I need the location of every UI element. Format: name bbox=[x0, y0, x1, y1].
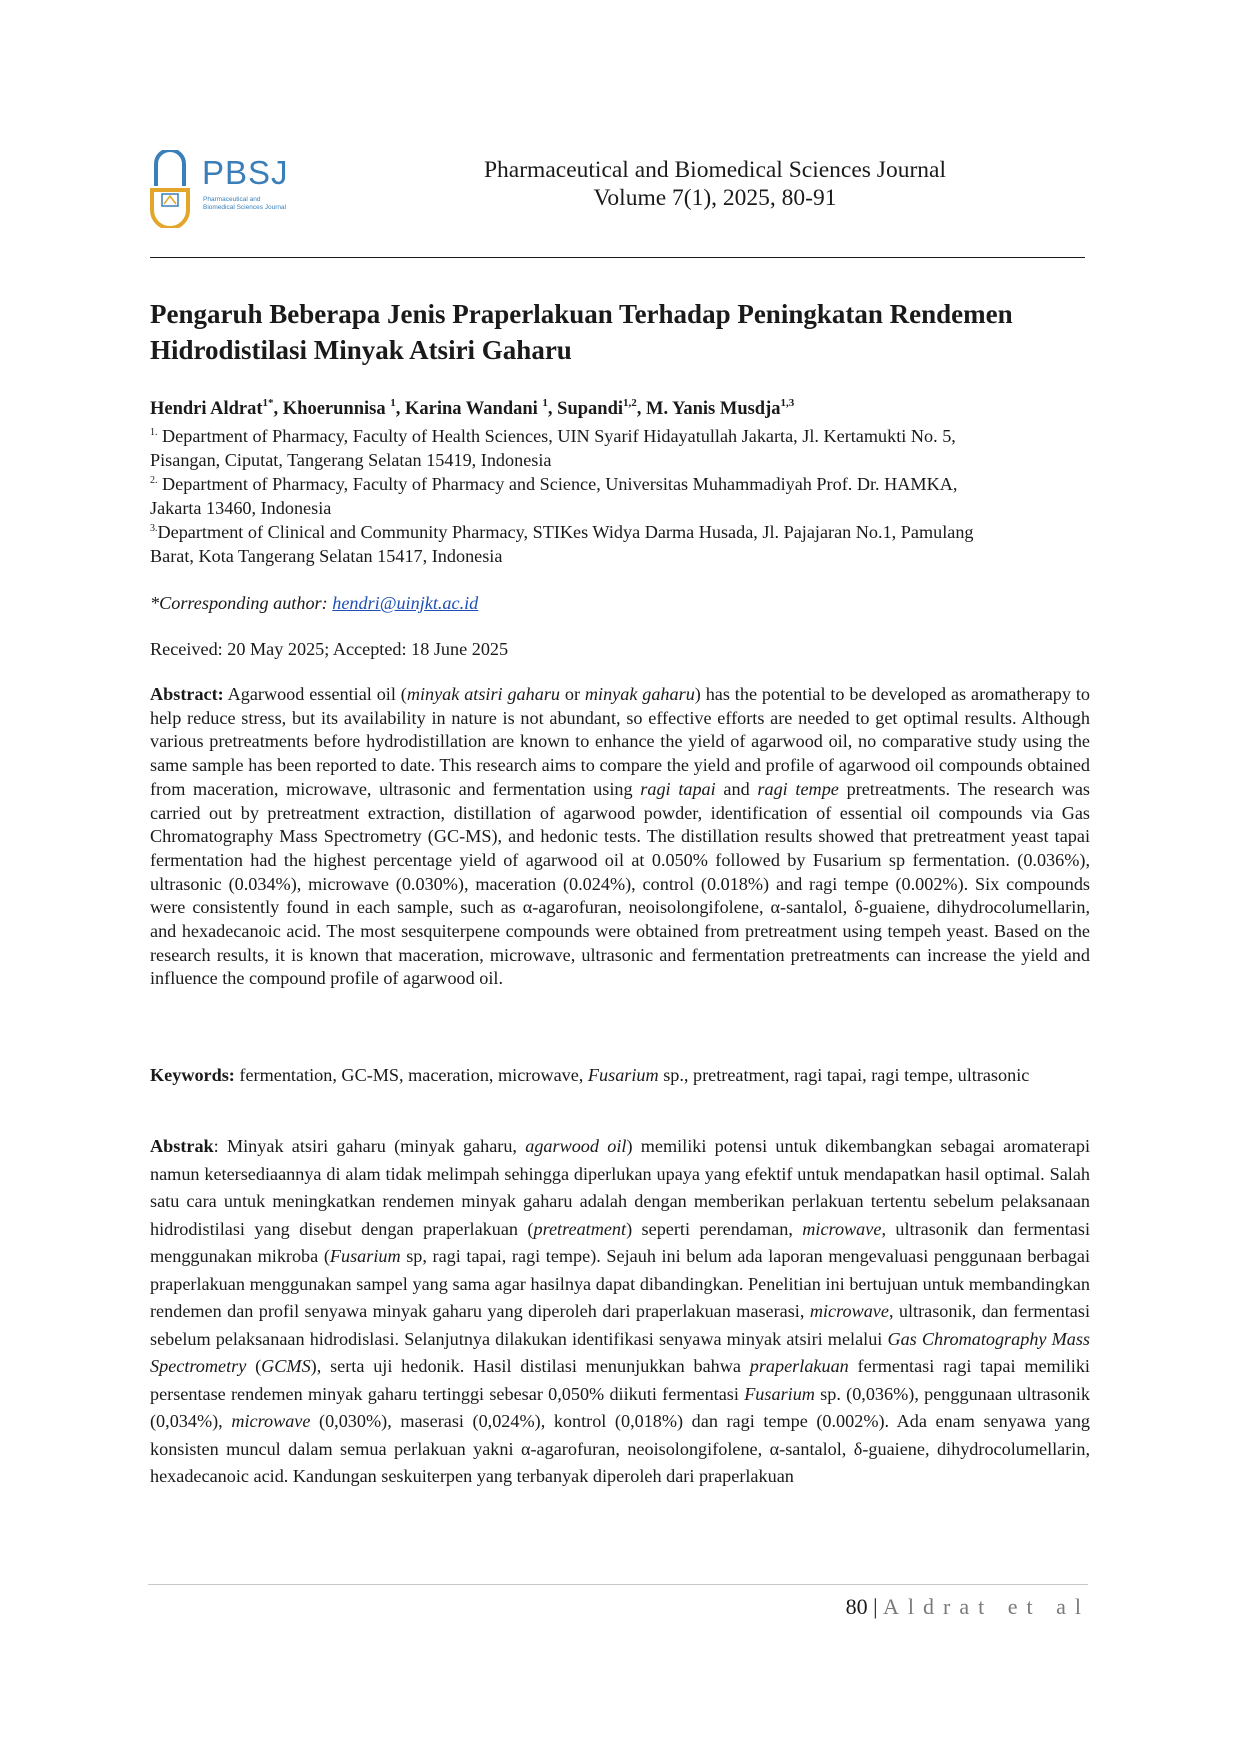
affiliation-text-continued: Barat, Kota Tangerang Selatan 15417, Indonesia bbox=[150, 546, 503, 566]
footer-separator: | bbox=[867, 1594, 884, 1619]
abstract-text: and bbox=[715, 778, 758, 799]
abstract-english bbox=[150, 683, 1090, 991]
running-author: Aldrat et al bbox=[883, 1594, 1090, 1619]
abstrak-text: ), serta uji hedonik. Hasil distilasi menunjukkan bahwa bbox=[310, 1356, 750, 1376]
author-affiliation-sup: 1 bbox=[542, 397, 548, 409]
author-affiliation-sup: 1,3 bbox=[780, 397, 795, 409]
abstrak-italic: Fusarium bbox=[744, 1383, 815, 1404]
keywords-text: sp., pretreatment, ragi tapai, ragi tempe, ultrasonic bbox=[658, 1065, 1030, 1085]
abstrak-label: Abstrak bbox=[150, 1136, 214, 1156]
footer-divider bbox=[148, 1584, 1088, 1585]
author-name: Supandi bbox=[557, 399, 624, 419]
corresponding-email-link[interactable]: hendri@uinjkt.ac.id bbox=[332, 593, 479, 613]
abstract-text: ) has the potential to be developed as aromatherapy to help reduce stress, but its availability in nature is not abundant, so effective efforts are needed to get optimal results. Although various pretreatments before hydrodistillation are known to enhance the yield of agarwood oil, no comparative study using the same sample has been reported to date. This research aims to compare the yield and profile of agarwood oil compounds obtained from maceration, microwave, ultrasonic and fermentation using bbox=[150, 684, 1090, 799]
abstract-text: or bbox=[560, 684, 585, 704]
abstrak-italic: Fusarium bbox=[329, 1246, 401, 1266]
abstrak-italic: praperlakuan bbox=[749, 1356, 849, 1376]
received-accepted-dates: Received: 20 May 2025; Accepted: 18 June 2025 bbox=[150, 639, 509, 659]
affiliation-number: 3. bbox=[150, 523, 158, 534]
logo-subtitle bbox=[203, 196, 313, 212]
abstract-italic: minyak atsiri gaharu bbox=[406, 684, 561, 704]
abstrak-text: ) seperti perendaman, bbox=[626, 1218, 803, 1239]
keywords-text: fermentation, GC-MS, maceration, microwave, bbox=[234, 1065, 588, 1085]
abstrak-text: sp, ragi tapai, ragi tempe). Sejauh ini belum ada laporan mengevaluasi penggunaan berbagai praperlakuan menggunakan sampel yang sama agar hasilnya dapat dibandingkan. Penelitian ini bertujuan untuk membandingkan rendemen dan profil senyawa minyak gaharu yang diperoleh dari praperlakuan maserasi, bbox=[150, 1246, 1091, 1321]
corresponding-label: *Corresponding author: bbox=[150, 593, 333, 613]
affiliation-number: 2. bbox=[150, 475, 158, 486]
article-title-line-2: Hidrodistilasi Minyak Atsiri Gaharu bbox=[150, 335, 572, 365]
author-affiliation-sup: 1 bbox=[390, 397, 396, 409]
abstrak-text: ) memiliki potensi untuk dikembangkan sebagai aromaterapi namun ketersediaannya di alam tidak melimpah sehingga diperlukan upaya yang efektif untuk mendapatkan hasil optimal. Salah satu cara untuk meningkatkan rendemen minyak gaharu adalah dengan memberikan perlakuan tertentu sebelum pelaksanaan hidrodistilasi yang disebut dengan praperlakuan ( bbox=[150, 1136, 1090, 1239]
author-affiliation-sup: 1,2 bbox=[623, 397, 637, 409]
logo-subtitle-line-2: Biomedical Sciences Journal bbox=[203, 204, 287, 211]
author-separator: , bbox=[395, 399, 405, 419]
author-list bbox=[150, 397, 1090, 421]
abstract-italic: ragi tempe bbox=[757, 778, 839, 799]
abstrak-text: : Minyak atsiri gaharu (minyak gaharu, bbox=[213, 1136, 526, 1156]
author-name: Karina Wandani bbox=[404, 399, 538, 419]
affiliation-text: Department of Pharmacy, Faculty of Pharmacy and Science, Universitas Muhammadiyah Prof. Dr. HAMKA, bbox=[157, 474, 958, 494]
journal-name: Pharmaceutical and Biomedical Sciences Journal bbox=[483, 157, 946, 183]
abstrak-italic: microwave bbox=[802, 1218, 882, 1239]
author-separator: , bbox=[273, 399, 283, 419]
author-name: Khoerunnisa bbox=[282, 399, 386, 419]
abstrak-text: sp. (0,036%), penggunaan ultrasonik (0,034%), bbox=[150, 1383, 1090, 1431]
abstract-italic: ragi tapai bbox=[640, 778, 716, 799]
affiliation-text-continued: Jakarta 13460, Indonesia bbox=[150, 498, 332, 518]
keywords bbox=[150, 1063, 1090, 1087]
affiliation-item bbox=[150, 520, 1095, 568]
author-name: M. Yanis Musdja bbox=[646, 399, 781, 419]
journal-header bbox=[400, 156, 1030, 212]
corresponding-author bbox=[150, 591, 1050, 615]
abstract-italic: minyak gaharu bbox=[584, 684, 695, 704]
abstrak-italic: agarwood oil bbox=[525, 1136, 627, 1156]
affiliation-text: Department of Clinical and Community Pharmacy, STIKes Widya Darma Husada, Jl. Pajajaran No.1, Pamulang bbox=[157, 522, 974, 542]
author-separator: , bbox=[547, 399, 558, 419]
affiliation-text: Department of Pharmacy, Faculty of Health Sciences, UIN Syarif Hidayatullah Jakarta, Jl. Kertamukti No. 5, bbox=[157, 426, 956, 446]
abstrak-italic: microwave bbox=[809, 1301, 889, 1321]
abstrak-text: fermentasi ragi tapai memiliki persentase rendemen minyak gaharu tertinggi sebesar 0,050% diikuti fermentasi bbox=[150, 1356, 1090, 1404]
keywords-italic: Fusarium bbox=[587, 1065, 659, 1085]
keywords-label: Keywords: bbox=[150, 1065, 235, 1085]
logo-subtitle-line-1: Pharmaceutical and bbox=[203, 196, 261, 203]
page-footer bbox=[846, 1594, 1090, 1620]
journal-volume: Volume 7(1), 2025, 80-91 bbox=[593, 185, 837, 211]
article-title-line-1: Pengaruh Beberapa Jenis Praperlakuan Terhadap Peningkatan Rendemen bbox=[150, 299, 1013, 329]
abstract-text: Agarwood essential oil ( bbox=[223, 684, 407, 704]
abstract-label: Abstract: bbox=[150, 684, 224, 704]
abstrak-italic: microwave bbox=[231, 1411, 311, 1431]
abstract-indonesian bbox=[150, 1133, 1090, 1491]
abstract-text: pretreatments. The research was carried out by pretreatment extraction, distillation of agarwood powder, identification of essential oil compounds via Gas Chromatography Mass Spectrometry (GC-MS), and hedonic tests. The distillation results showed that pretreatment yeast tapai fermentation had the highest percentage yield of agarwood oil at 0.050% followed by Fusarium sp fermentation. (0.036%), ultrasonic (0.034%), microwave (0.030%), maceration (0.024%), control (0.018%) and ragi tempe (0.002%). Six compounds were consistently found in each sample, such as α-agarofuran, neoisolongifolene, α-santalol, δ-guaiene, dihydrocolumellarin, and hexadecanoic acid. The most sesquiterpene compounds were obtained from pretreatment using tempeh yeast. Based on the research results, it is known that maceration, microwave, ultrasonic and fermentation pretreatments can increase the yield and influence the compound profile of agarwood oil. bbox=[150, 778, 1091, 989]
capsule-logo-icon bbox=[150, 150, 190, 228]
abstrak-italic: Gas Chromatography Mass Spectrometry bbox=[150, 1328, 1090, 1376]
affiliation-number: 1. bbox=[150, 427, 158, 438]
article-title bbox=[150, 296, 1090, 368]
affiliation-item bbox=[150, 472, 1095, 520]
abstrak-italic: pretreatment bbox=[533, 1218, 627, 1239]
logo-wordmark: PBSJ bbox=[202, 154, 289, 191]
author-separator: , bbox=[636, 399, 647, 419]
page-number: 80 bbox=[845, 1594, 868, 1619]
author-name: Hendri Aldrat bbox=[150, 399, 263, 419]
journal-logo bbox=[150, 150, 310, 230]
abstrak-text: , ultrasonik dan fermentasi menggunakan mikroba ( bbox=[150, 1218, 1090, 1266]
affiliation-list bbox=[150, 424, 1095, 568]
abstrak-text: ( bbox=[246, 1356, 262, 1376]
abstrak-italic: GCMS bbox=[261, 1356, 311, 1376]
affiliation-item bbox=[150, 424, 1095, 472]
header-divider bbox=[150, 257, 1085, 258]
author-affiliation-sup: 1* bbox=[262, 397, 274, 409]
affiliation-text-continued: Pisangan, Ciputat, Tangerang Selatan 15419, Indonesia bbox=[150, 450, 552, 470]
abstrak-text: , ultrasonik, dan fermentasi sebelum pelaksanaan hidrodislasi. Selanjutnya dilakukan identifikasi senyawa minyak atsiri melalui bbox=[150, 1301, 1090, 1349]
abstrak-text: (0,030%), maserasi (0,024%), kontrol (0,018%) dan ragi tempe (0.002%). Ada enam senyawa yang konsisten muncul dalam semua perlakuan yakni α-agarofuran, neoisolongifolene, α-santalol, δ-guaiene, dihydrocolumellarin, hexadecanoic acid. Kandungan seskuiterpen yang terbanyak diperoleh dari praperlakuan bbox=[150, 1411, 1091, 1486]
